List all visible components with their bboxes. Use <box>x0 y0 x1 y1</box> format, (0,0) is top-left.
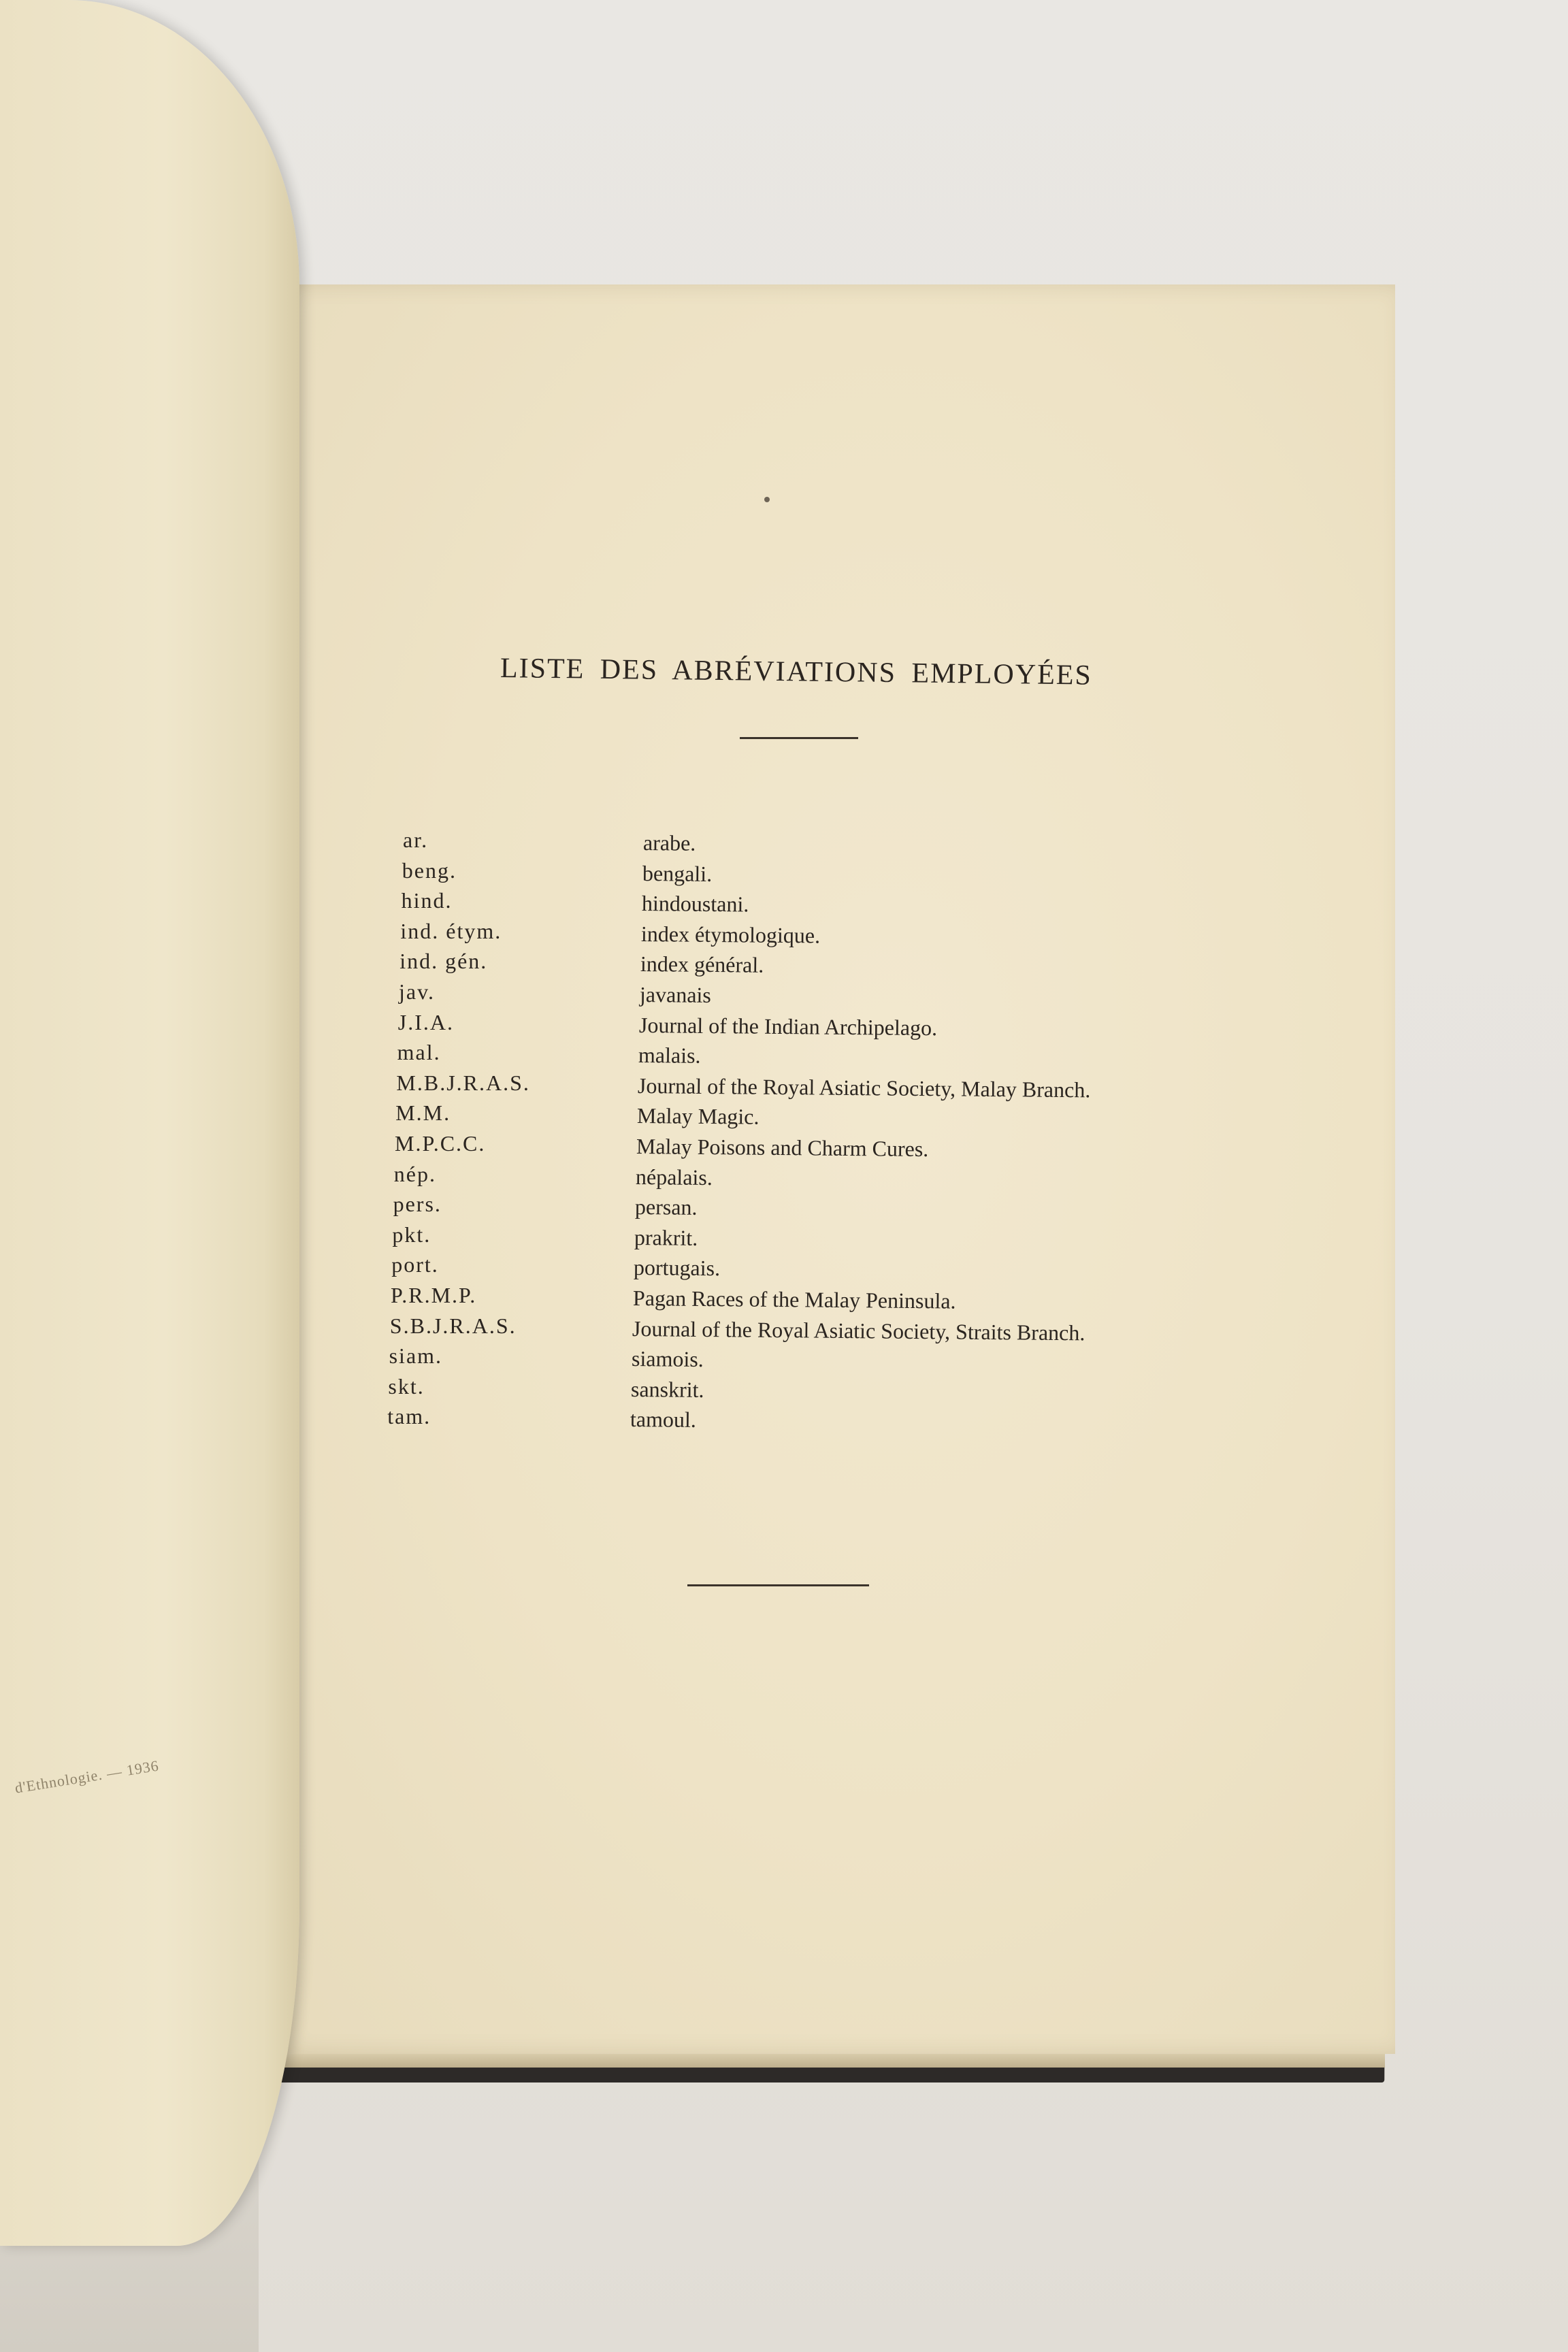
abbreviation: M.M. <box>395 1100 451 1126</box>
abbreviation-meaning: arabe. <box>642 830 696 855</box>
closing-rule <box>687 1584 869 1586</box>
abbreviation-meaning: siamois. <box>631 1346 704 1372</box>
abbreviation: S.B.J.R.A.S. <box>389 1313 517 1338</box>
abbreviation-list <box>279 284 1395 2054</box>
abbreviation-meaning: tamoul. <box>630 1407 697 1433</box>
abbreviation: P.R.M.P. <box>391 1283 477 1307</box>
abbreviation-meaning: hindoustani. <box>641 891 749 917</box>
abbreviation: mal. <box>397 1040 441 1065</box>
abbreviation: pers. <box>393 1192 442 1217</box>
abbreviation-meaning: bengali. <box>642 860 713 886</box>
abbreviation-meaning: Malay Poisons and Charm Cures. <box>636 1134 929 1162</box>
abbreviation: J.I.A. <box>397 1009 455 1034</box>
page-content <box>279 284 1395 2054</box>
abbreviation: beng. <box>402 858 457 883</box>
abbreviation-meaning: prakrit. <box>634 1224 698 1250</box>
abbreviation: ar. <box>403 828 429 852</box>
abbreviation: M.B.J.R.A.S. <box>396 1070 530 1095</box>
left-page <box>0 0 299 2246</box>
abbreviation-meaning: malais. <box>638 1043 701 1068</box>
abbreviation-meaning: sanskrit. <box>630 1376 704 1402</box>
abbreviation-meaning: Journal of the Royal Asiatic Society, Malay Branch. <box>637 1073 1091 1102</box>
abbreviation-meaning: index étymologique. <box>640 921 821 948</box>
page-block-edge <box>269 2054 1385 2068</box>
page-title: LISTE DES ABRÉVIATIONS EMPLOYÉES <box>500 653 1093 691</box>
abbreviation: M.P.C.C. <box>395 1131 486 1156</box>
abbreviation-meaning: portugais. <box>633 1255 721 1281</box>
abbreviation: pkt. <box>392 1222 431 1247</box>
abbreviation: siam. <box>389 1343 443 1369</box>
abbreviation: ind. étym. <box>400 918 502 943</box>
abbreviation: skt. <box>388 1373 425 1399</box>
abbreviation-meaning: Pagan Races of the Malay Peninsula. <box>632 1286 956 1313</box>
abbreviation-meaning: Journal of the Indian Archipelago. <box>638 1012 938 1040</box>
abbreviation-meaning: Malay Magic. <box>636 1103 760 1130</box>
abbreviation: hind. <box>401 888 453 913</box>
abbreviation: tam. <box>387 1404 431 1429</box>
abbreviation: port. <box>391 1252 439 1277</box>
abbreviation: jav. <box>399 979 436 1004</box>
abbreviation-meaning: persan. <box>634 1194 698 1220</box>
abbreviation: nép. <box>393 1161 436 1186</box>
left-page-footer: d'Ethnologie. — 1936 <box>14 1757 161 1797</box>
abbreviation: ind. gén. <box>399 949 488 974</box>
abbreviation-meaning: javanais <box>639 982 712 1008</box>
abbreviation-meaning: Journal of the Royal Asiatic Society, Straits Branch. <box>632 1316 1085 1345</box>
abbreviation-meaning: népalais. <box>635 1164 713 1190</box>
abbreviation-meaning: index général. <box>640 951 764 978</box>
